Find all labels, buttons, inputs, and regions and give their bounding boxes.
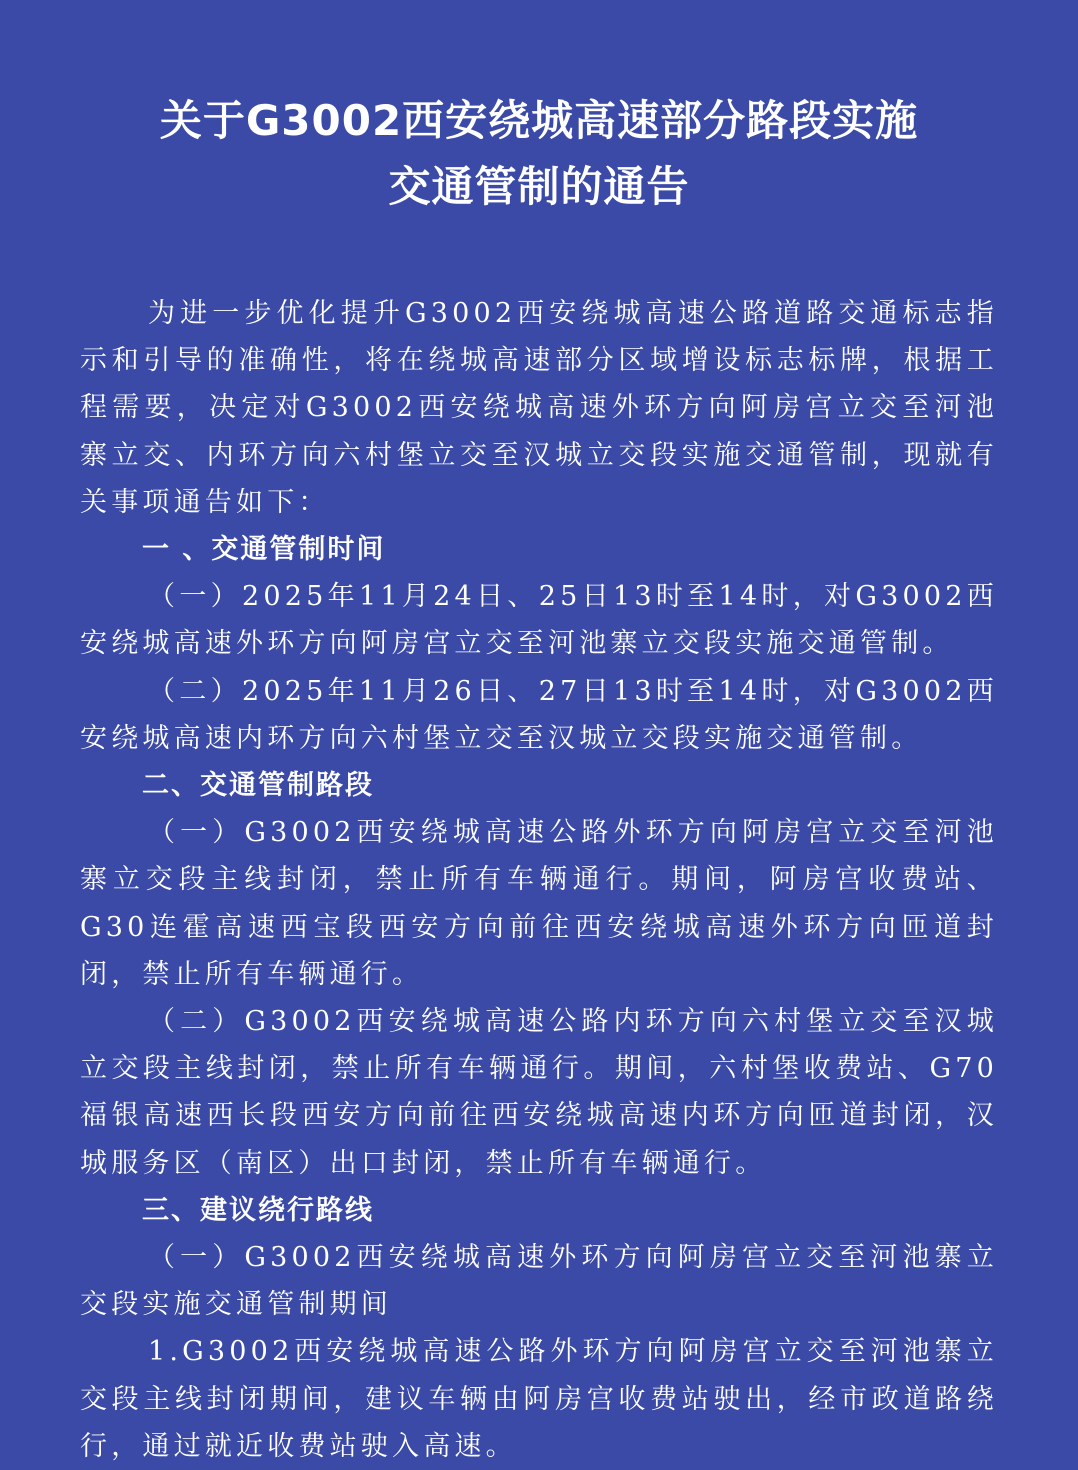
time-item-1: （一）2025年11月24日、25日13时至14时，对G3002西安绕城高速外环方向阿房宫立交至河池寨立交段实施交通管制。: [80, 581, 998, 660]
section-heading-roads: 二、交通管制路段: [142, 770, 374, 802]
notice-title: [80, 0, 998, 220]
detour-item-1: （一）G3002西安绕城高速外环方向阿房宫立交至河池寨立交段实施交通管制期间: [80, 1242, 998, 1321]
section-heading-time: 一 、交通管制时间: [142, 534, 386, 566]
title-line-2: 交通管制的通告: [388, 162, 690, 211]
section-heading-detour: 三、建议绕行路线: [142, 1194, 374, 1226]
time-item-2: （二）2025年11月26日、27日13时至14时，对G3002西安绕城高速内环方向六村堡立交至汉城立交段实施交通管制。: [80, 675, 998, 754]
roads-item-2: （二）G3002西安绕城高速公路内环方向六村堡立交至汉城立交段主线封闭，禁止所有车辆通行。期间，六村堡收费站、G70福银高速西长段西安方向前往西安绕城高速内环方向匝道封闭，汉城服务区（南区）出口封闭，禁止所有车辆通行。: [80, 1006, 998, 1179]
detour-item-2: 1.G3002西安绕城高速公路外环方向阿房宫立交至河池寨立交段主线封闭期间，建议车辆由阿房宫收费站驶出，经市政道路绕行，通过就近收费站驶入高速。: [80, 1336, 998, 1462]
roads-item-1: （一）G3002西安绕城高速公路外环方向阿房宫立交至河池寨立交段主线封闭，禁止所有车辆通行。期间，阿房宫收费站、G30连霍高速西宝段西安方向前往西安绕城高速外环方向匝道封闭，禁止所有车辆通行。: [80, 817, 998, 990]
notice-body: [80, 290, 998, 1470]
intro-paragraph: 为进一步优化提升G3002西安绕城高速公路道路交通标志指示和引导的准确性，将在绕城高速部分区域增设标志标牌，根据工程需要，决定对G3002西安绕城高速外环方向阿房宫立交至河池寨立交、内环方向六村堡立交至汉城立交段实施交通管制，现就有关事项通告如下：: [80, 298, 998, 518]
title-line-1: 关于G3002西安绕城高速部分路段实施: [159, 96, 919, 145]
